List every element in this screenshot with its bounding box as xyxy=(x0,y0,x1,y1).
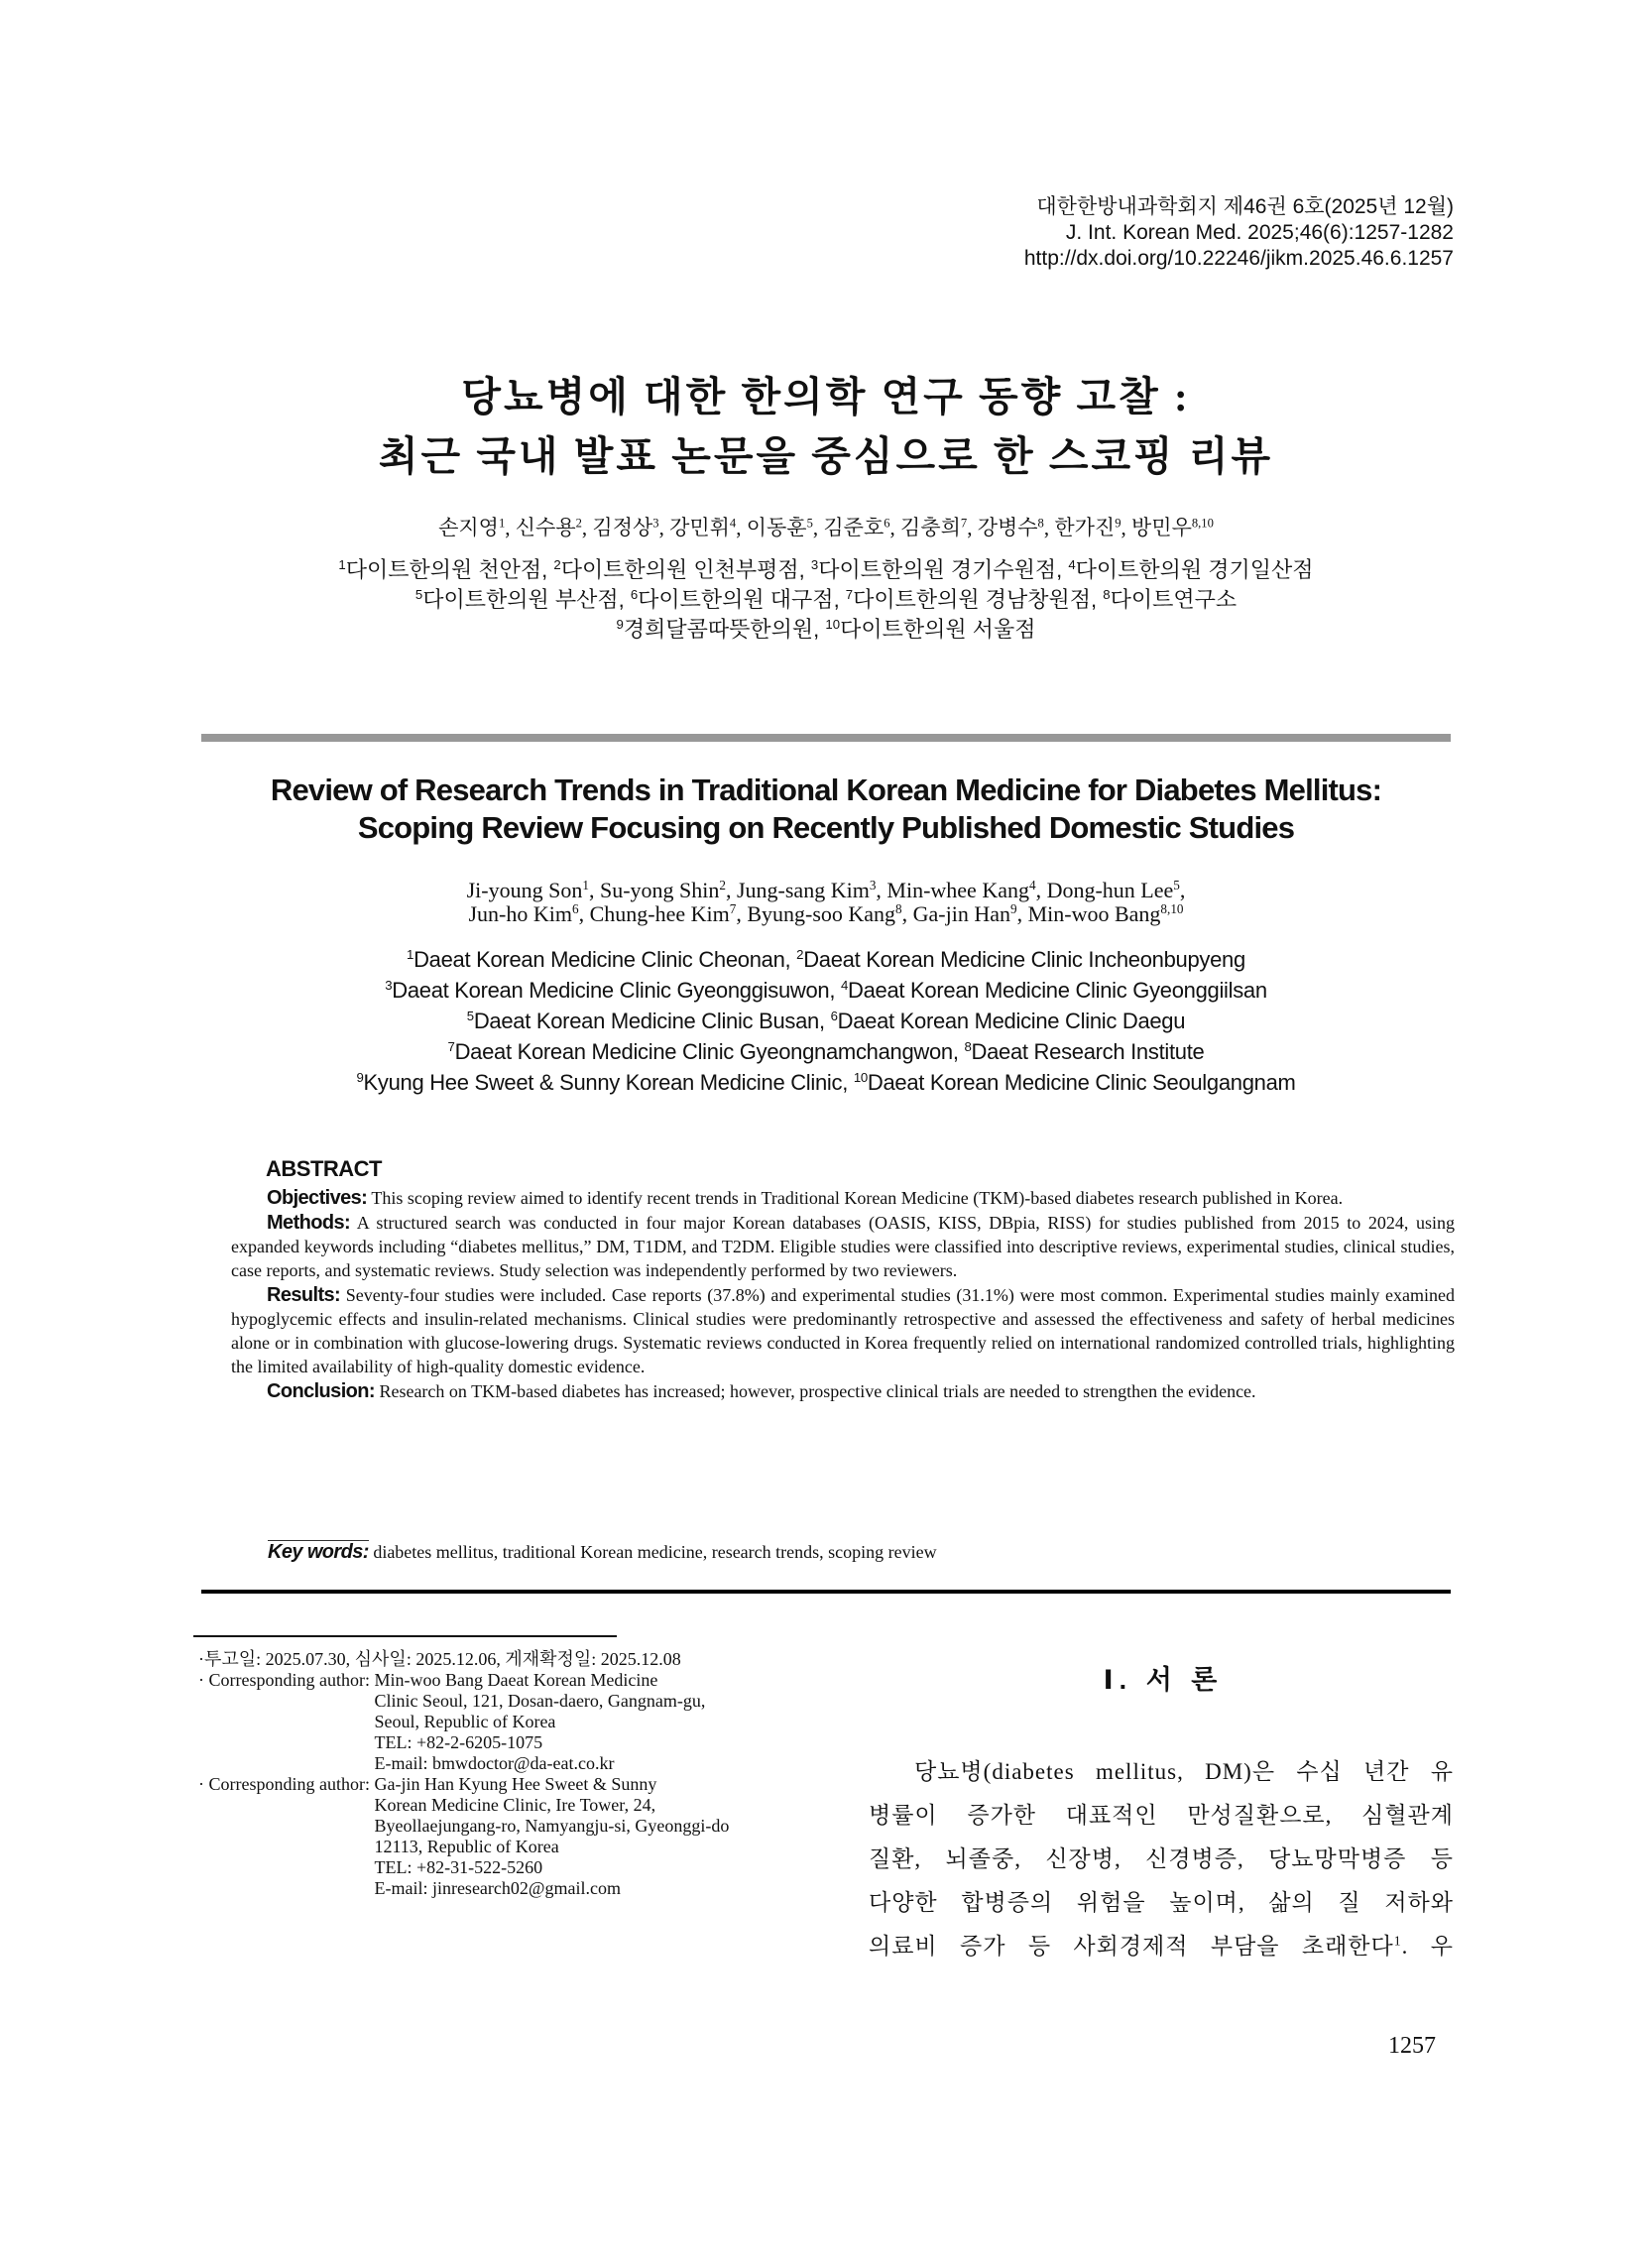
authors-line: Ji-young Son$^1$, Su-yong Shin$^2$, Jung-sang Kim$^3$, Min-whee Kang$^4$, Dong-hun Lee$^5$, xyxy=(466,878,1186,902)
journal-citation: J. Int. Korean Med. 2025;46(6):1257-1282 xyxy=(1065,221,1454,244)
footnotes xyxy=(198,1649,793,1899)
title-korean xyxy=(0,367,1652,486)
author-kr: 김준호$^6$ xyxy=(823,516,890,539)
author-kr: 강병수$^8$ xyxy=(977,516,1044,539)
author-kr: 김정상$^3$ xyxy=(592,516,659,539)
abstract-methods: Methods: A structured search was conducted in four major Korean databases (OASIS, KISS, DBpia, RISS) for studies published from 2015 to 2024, using expanded keywords including “diabetes mellitus,” DM, T1DM, and T2DM. Eligible studies were classified into descriptive reviews, experimental studies, clinical studies, case reports, and systematic reviews. Study selection was independently performed by two reviewers. xyxy=(231,1212,1455,1280)
submission-dates: ·투고일: 2025.07.30, 심사일: 2025.12.06, 게재확정일: 2025.12.08 xyxy=(198,1649,681,1669)
author-kr: 김충희$^7$ xyxy=(900,516,968,539)
author-kr: 손지영$^1$ xyxy=(438,516,506,539)
author-kr: 방민우$^{8,10}$ xyxy=(1131,516,1214,539)
affiliation-line: $^9$경희달콤따뜻한의원, $^{10}$다이트한의원 서울점 xyxy=(616,617,1036,642)
abstract-objectives: Objectives: This scoping review aimed to identify recent trends in Traditional Korean Medicine (TKM)-based diabetes research published in Korea. xyxy=(267,1187,1344,1209)
body-line: 의료비 증가 등 사회경제적 부담을 초래한다$^1$. 우 xyxy=(869,1933,1454,1959)
affiliation-line: $^9$Kyung Hee Sweet & Sunny Korean Medicine Clinic, $^{10}$Daeat Korean Medicine Clinic Seoulgangnam xyxy=(356,1070,1296,1095)
abstract-end-rule xyxy=(201,1590,1451,1594)
corresponding-author-2: · Corresponding author: Ga-jin Han Kyung Hee Sweet & Sunny Korean Medicine Clinic, Ire Tower, 24, Byeollaejungang-ro, Namyangju-si, Gyeonggi-do 12113, Republic of Korea TEL: +82-31-522-5260 E-mail: jinresearch02@gmail.com xyxy=(198,1774,793,1899)
body-line: 다양한 합병증의 위험을 높이며, 삶의 질 저하와 xyxy=(869,1890,1454,1915)
affiliation-line: $^1$Daeat Korean Medicine Clinic Cheonan, $^2$Daeat Korean Medicine Clinic Incheonbupyeng xyxy=(407,947,1245,972)
authors-english xyxy=(0,879,1652,926)
author-kr: 한가진$^9$ xyxy=(1054,516,1121,539)
author-kr: 이동훈$^5$ xyxy=(746,516,813,539)
affiliations-english xyxy=(0,944,1652,1098)
email-link[interactable]: E-mail: bmwdoctor@da-eat.co.kr xyxy=(374,1753,615,1773)
authors-korean: 손지영$^1$, 신수용$^2$, 김정상$^3$, 강민휘$^4$, 이동훈$^5$, 김준호$^6$, 김충희$^7$, 강병수$^8$, 한가진$^9$, 방민우$^{8,10}$ xyxy=(438,516,1214,539)
affiliation-line: $^5$Daeat Korean Medicine Clinic Busan, $^6$Daeat Korean Medicine Clinic Daegu xyxy=(466,1009,1186,1033)
section-heading-introduction: Ⅰ. 서 론 xyxy=(1103,1665,1224,1695)
title-korean-line2: 최근 국내 발표 논문을 중심으로 한 스코핑 리뷰 xyxy=(378,433,1274,479)
abstract-body xyxy=(231,1186,1455,1404)
section-divider-bar xyxy=(201,734,1451,742)
journal-issue-kr: 대한한방내과학회지 제46권 6호(2025년 12월) xyxy=(1036,195,1454,218)
author-kr: 신수용$^2$ xyxy=(515,516,582,539)
body-line: 병률이 증가한 대표적인 만성질환으로, 심혈관계 xyxy=(869,1803,1454,1828)
keywords-text: diabetes mellitus, traditional Korean medicine, research trends, scoping review xyxy=(373,1542,937,1562)
doi-link[interactable]: http://dx.doi.org/10.22246/jikm.2025.46.6.1257 xyxy=(1023,247,1454,270)
affiliations-korean xyxy=(0,555,1652,645)
corresponding-author-1: · Corresponding author: Min-woo Bang Daeat Korean Medicine Clinic Seoul, 121, Dosan-daero, Gangnam-gu, Seoul, Republic of Korea TEL: +82-2-6205-1075 E-mail: bmwdoctor@da-eat.co.kr xyxy=(198,1670,793,1774)
title-korean-line1: 당뇨병에 대한 한의학 연구 동향 고찰 : xyxy=(461,374,1191,419)
journal-header xyxy=(1024,194,1454,272)
footnote-rule xyxy=(193,1635,617,1637)
abstract-results: Results: Seventy-four studies were included. Case reports (37.8%) and experimental studies (31.1%) were most common. Experimental studies mainly examined hypoglycemic effects and insulin-related mechanisms. Clinical studies were predominantly retrospective and assessed the effectiveness and safety of herbal medicines alone or in combination with glucose-lowering drugs. Systematic reviews conducted in Korea frequently relied on international randomized controlled trials, highlighting the limited availability of high-quality domestic evidence. xyxy=(231,1284,1456,1376)
keywords-label: Key words: xyxy=(268,1541,369,1563)
keywords xyxy=(268,1541,937,1564)
title-english xyxy=(0,772,1652,847)
affiliation-line: $^3$Daeat Korean Medicine Clinic Gyeonggisuwon, $^4$Daeat Korean Medicine Clinic Gyeonggiilsan xyxy=(385,978,1267,1003)
affiliation-line: $^5$다이트한의원 부산점, $^6$다이트한의원 대구점, $^7$다이트한의원 경남창원점, $^8$다이트연구소 xyxy=(414,587,1238,612)
introduction-body xyxy=(869,1750,1454,1968)
author-kr: 강민휘$^4$ xyxy=(669,516,737,539)
title-english-line1: Review of Research Trends in Traditional Korean Medicine for Diabetes Mellitus: xyxy=(270,773,1382,807)
affiliation-line: $^7$Daeat Korean Medicine Clinic Gyeongnamchangwon, $^8$Daeat Research Institute xyxy=(447,1039,1205,1064)
body-line: 당뇨병(diabetes mellitus, DM)은 수십 년간 유 xyxy=(914,1759,1454,1784)
page-number: 1257 xyxy=(1388,2033,1436,2059)
abstract-conclusion: Conclusion: Research on TKM-based diabetes has increased; however, prospective clinical trials are needed to strengthen the evidence. xyxy=(267,1380,1256,1402)
email-link[interactable]: E-mail: jinresearch02@gmail.com xyxy=(374,1878,621,1898)
authors-line: Jun-ho Kim$^6$, Chung-hee Kim$^7$, Byung-soo Kang$^8$, Ga-jin Han$^9$, Min-woo Bang$^{8,10}$ xyxy=(468,901,1184,926)
abstract-heading: ABSTRACT xyxy=(266,1156,382,1181)
title-english-line2: Scoping Review Focusing on Recently Published Domestic Studies xyxy=(357,810,1295,845)
body-line: 질환, 뇌졸중, 신장병, 신경병증, 당뇨망막병증 등 xyxy=(869,1846,1454,1871)
affiliation-line: $^1$다이트한의원 천안점, $^2$다이트한의원 인천부평점, $^3$다이트한의원 경기수원점, $^4$다이트한의원 경기일산점 xyxy=(338,557,1314,582)
